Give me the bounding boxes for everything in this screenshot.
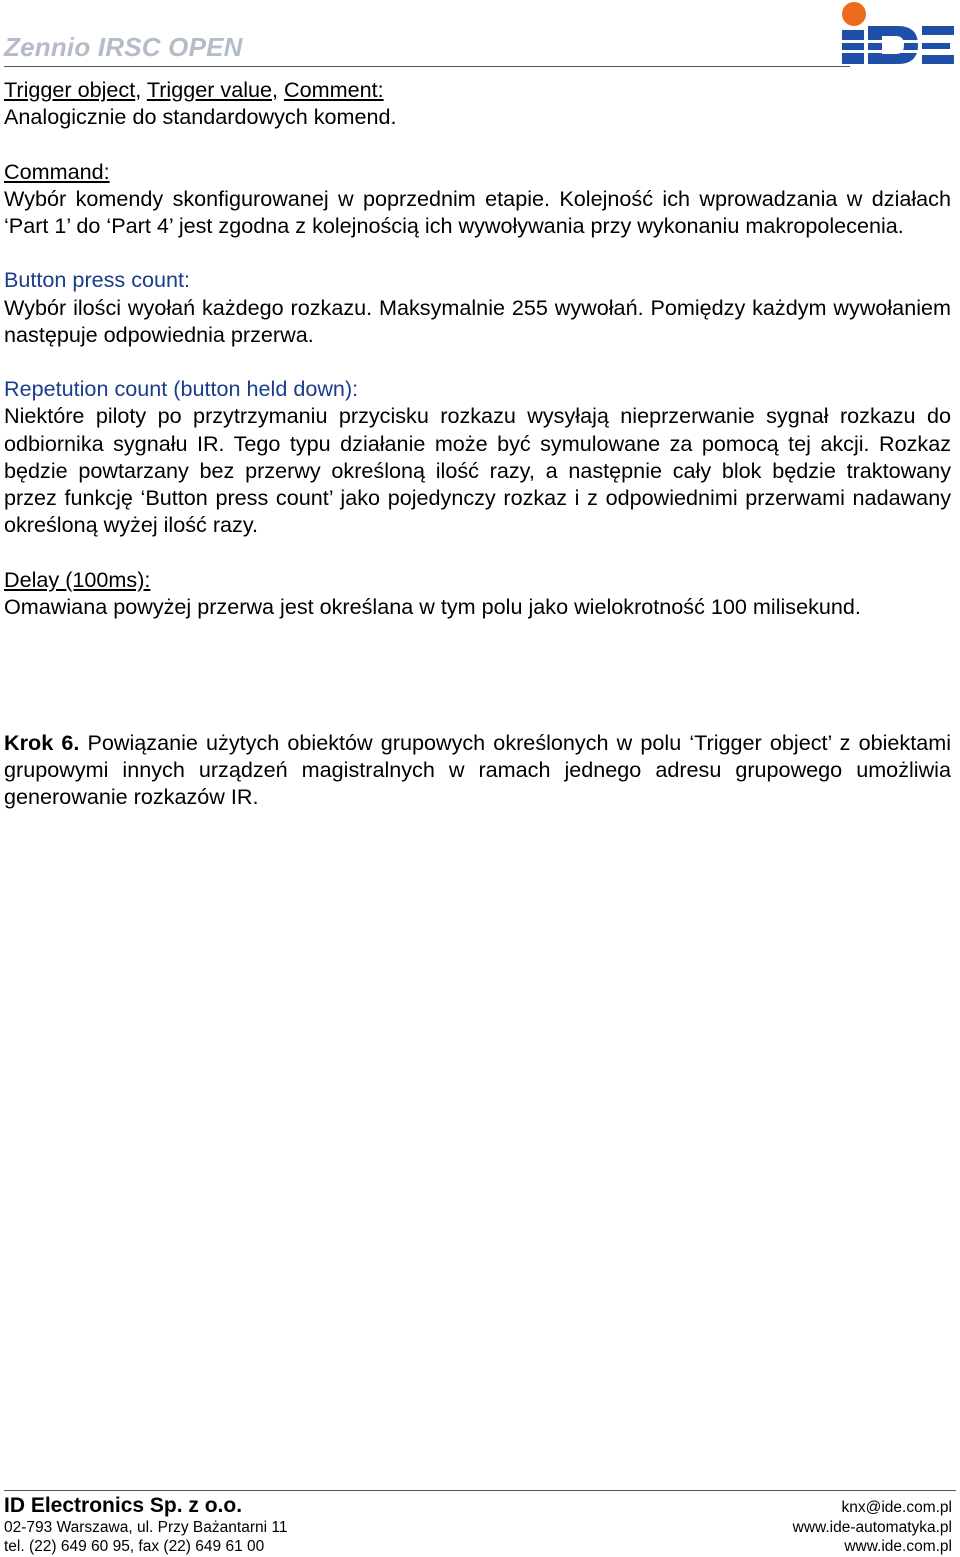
repetition-body: Niektóre piloty po przytrzymaniu przycisku rozkazu wysyłają nieprzerwanie sygnał rozkazu do odbiornika sygnału IR. Tego typu działanie może być symulowane za pomocą tej akcji. Rozkaz będzie powtarzany bez przerwy określoną ilość razy, a następnie cały blok będzie traktowany przez funkcję ‘Button press count’ jako pojedynczy rozkaz i z odpowiednimi przerwami nadawany określoną wyżej ilość razy. (4, 403, 951, 538)
command-label: Command: (4, 158, 110, 184)
step6-body: Powiązanie użytych obiektów grupowych określonych w polu ‘Trigger object’ z obiektami grupowymi innych urządzeń magistralnych w ramach jednego adresu grupowego umożliwia generowanie rozkazów IR. (4, 729, 951, 810)
footer-web-automatyka: www.ide-automatyka.pl (792, 1519, 952, 1536)
footer-address: 02-793 Warszawa, ul. Przy Bażantarni 11 (4, 1519, 288, 1536)
label-separator: , (135, 77, 147, 102)
footer-phone: tel. (22) 649 60 95, fax (22) 649 61 00 (4, 1538, 265, 1555)
document-title: Zennio IRSC OPEN (4, 32, 243, 62)
document-body (4, 76, 951, 810)
ide-logo-icon (838, 0, 956, 68)
button-press-body: Wybór ilości wyołań każdego rozkazu. Maksymalnie 255 wywołań. Pomiędzy każdym wywołaniem następuje odpowiednia przerwa. (4, 294, 951, 347)
step6-paragraph (4, 729, 951, 811)
step6-label: Krok 6. (4, 729, 80, 755)
command-body: Wybór komendy skonfigurowanej w poprzednim etapie. Kolejność ich wprowadzania w działach ‘Part 1’ do ‘Part 4’ jest zgodna z kolejnością ich wywoływania przy wykonaniu makropolecenia. (4, 185, 951, 238)
footer-company: ID Electronics Sp. z o.o. (4, 1494, 243, 1517)
label-separator: , (272, 77, 285, 102)
trigger-value-label: Trigger value (146, 77, 273, 102)
footer-web-ide: www.ide.com.pl (844, 1538, 952, 1555)
delay-body: Omawiana powyżej przerwa jest określana w tym polu jako wielokrotność 100 milisekund. (4, 593, 861, 619)
page-footer (4, 1494, 952, 1556)
trigger-label (4, 76, 951, 103)
header-divider (4, 66, 850, 67)
delay-label: Delay (100ms): (4, 566, 151, 592)
button-press-label: Button press count: (4, 267, 191, 293)
repetition-label: Repetution count (button held down): (4, 376, 359, 402)
comment-label: Comment: (284, 77, 384, 102)
footer-email: knx@ide.com.pl (841, 1499, 952, 1516)
trigger-object-label: Trigger object (4, 77, 136, 102)
trigger-body: Analogicznie do standardowych komend. (4, 104, 397, 130)
footer-divider (4, 1490, 956, 1491)
